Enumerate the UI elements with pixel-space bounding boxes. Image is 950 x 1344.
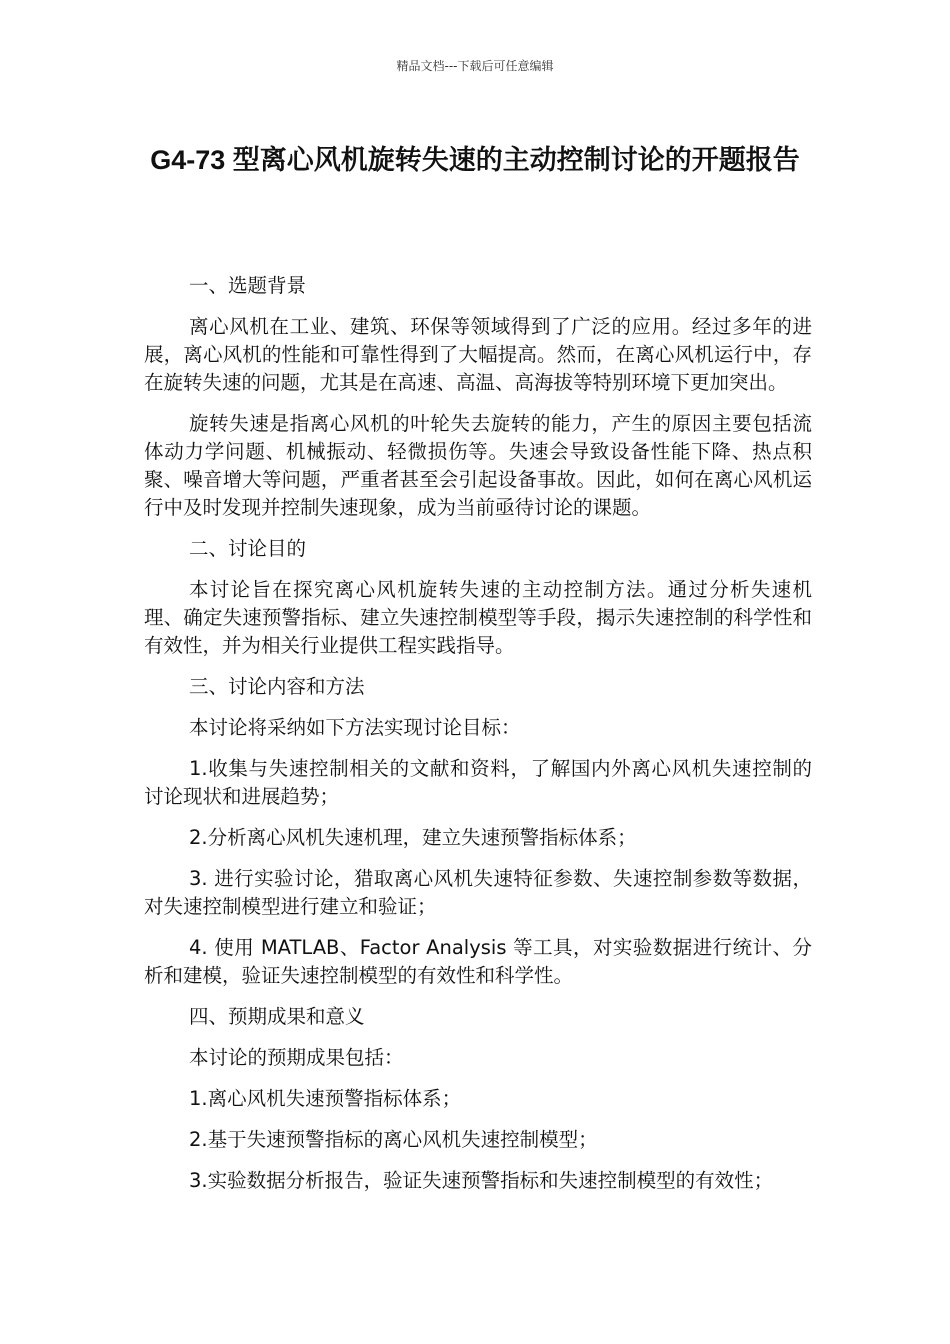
section-heading-background: 一、选题背景 xyxy=(189,274,307,297)
list-item: 3. 进行实验讨论，猎取离心风机失速特征参数、失速控制参数等数据，对失速控制模型进行建立和验证； xyxy=(144,867,812,918)
list-item: 2.基于失速预警指标的离心风机失速控制模型； xyxy=(189,1128,598,1151)
paragraph: 本讨论旨在探究离心风机旋转失速的主动控制方法。通过分析失速机理、确定失速预警指标、建立失速控制模型等手段，揭示失速控制的科学性和有效性，并为相关行业提供工程实践指导。 xyxy=(144,578,812,657)
document-title: G4-73 型离心风机旋转失速的主动控制讨论的开题报告 xyxy=(150,145,800,175)
section-heading-methods: 三、讨论内容和方法 xyxy=(189,675,365,698)
paragraph: 本讨论将采纳如下方法实现讨论目标： xyxy=(189,716,521,739)
list-item: 1.离心风机失速预警指标体系； xyxy=(189,1087,462,1110)
section-heading-purpose: 二、讨论目的 xyxy=(189,537,307,560)
paragraph: 离心风机在工业、建筑、环保等领域得到了广泛的应用。经过多年的进展，离心风机的性能和可靠性得到了大幅提高。然而，在离心风机运行中，存在旋转失速的问题，尤其是在高速、高温、高海拔等特别环境下更加突出。 xyxy=(144,315,812,394)
document-body xyxy=(144,272,812,1208)
list-item: 2.分析离心风机失速机理，建立失速预警指标体系； xyxy=(189,826,637,849)
list-item: 4. 使用 MATLAB、Factor Analysis 等工具，对实验数据进行统计、分析和建模，验证失速控制模型的有效性和科学性。 xyxy=(144,936,812,987)
paragraph: 旋转失速是指离心风机的叶轮失去旋转的能力，产生的原因主要包括流体动力学问题、机械振动、轻微损伤等。失速会导致设备性能下降、热点积聚、噪音增大等问题，严重者甚至会引起设备事故。因此，如何在离心风机运行中及时发现并控制失速现象，成为当前亟待讨论的课题。 xyxy=(144,412,812,519)
page-header-watermark: 精品文档---下载后可任意编辑 xyxy=(396,59,554,73)
list-item: 1.收集与失速控制相关的文献和资料，了解国内外离心风机失速控制的讨论现状和进展趋势； xyxy=(144,757,812,808)
paragraph: 本讨论的预期成果包括： xyxy=(189,1046,404,1069)
section-heading-outcomes: 四、预期成果和意义 xyxy=(189,1005,365,1028)
list-item: 3.实验数据分析报告，验证失速预警指标和失速控制模型的有效性； xyxy=(189,1169,774,1192)
